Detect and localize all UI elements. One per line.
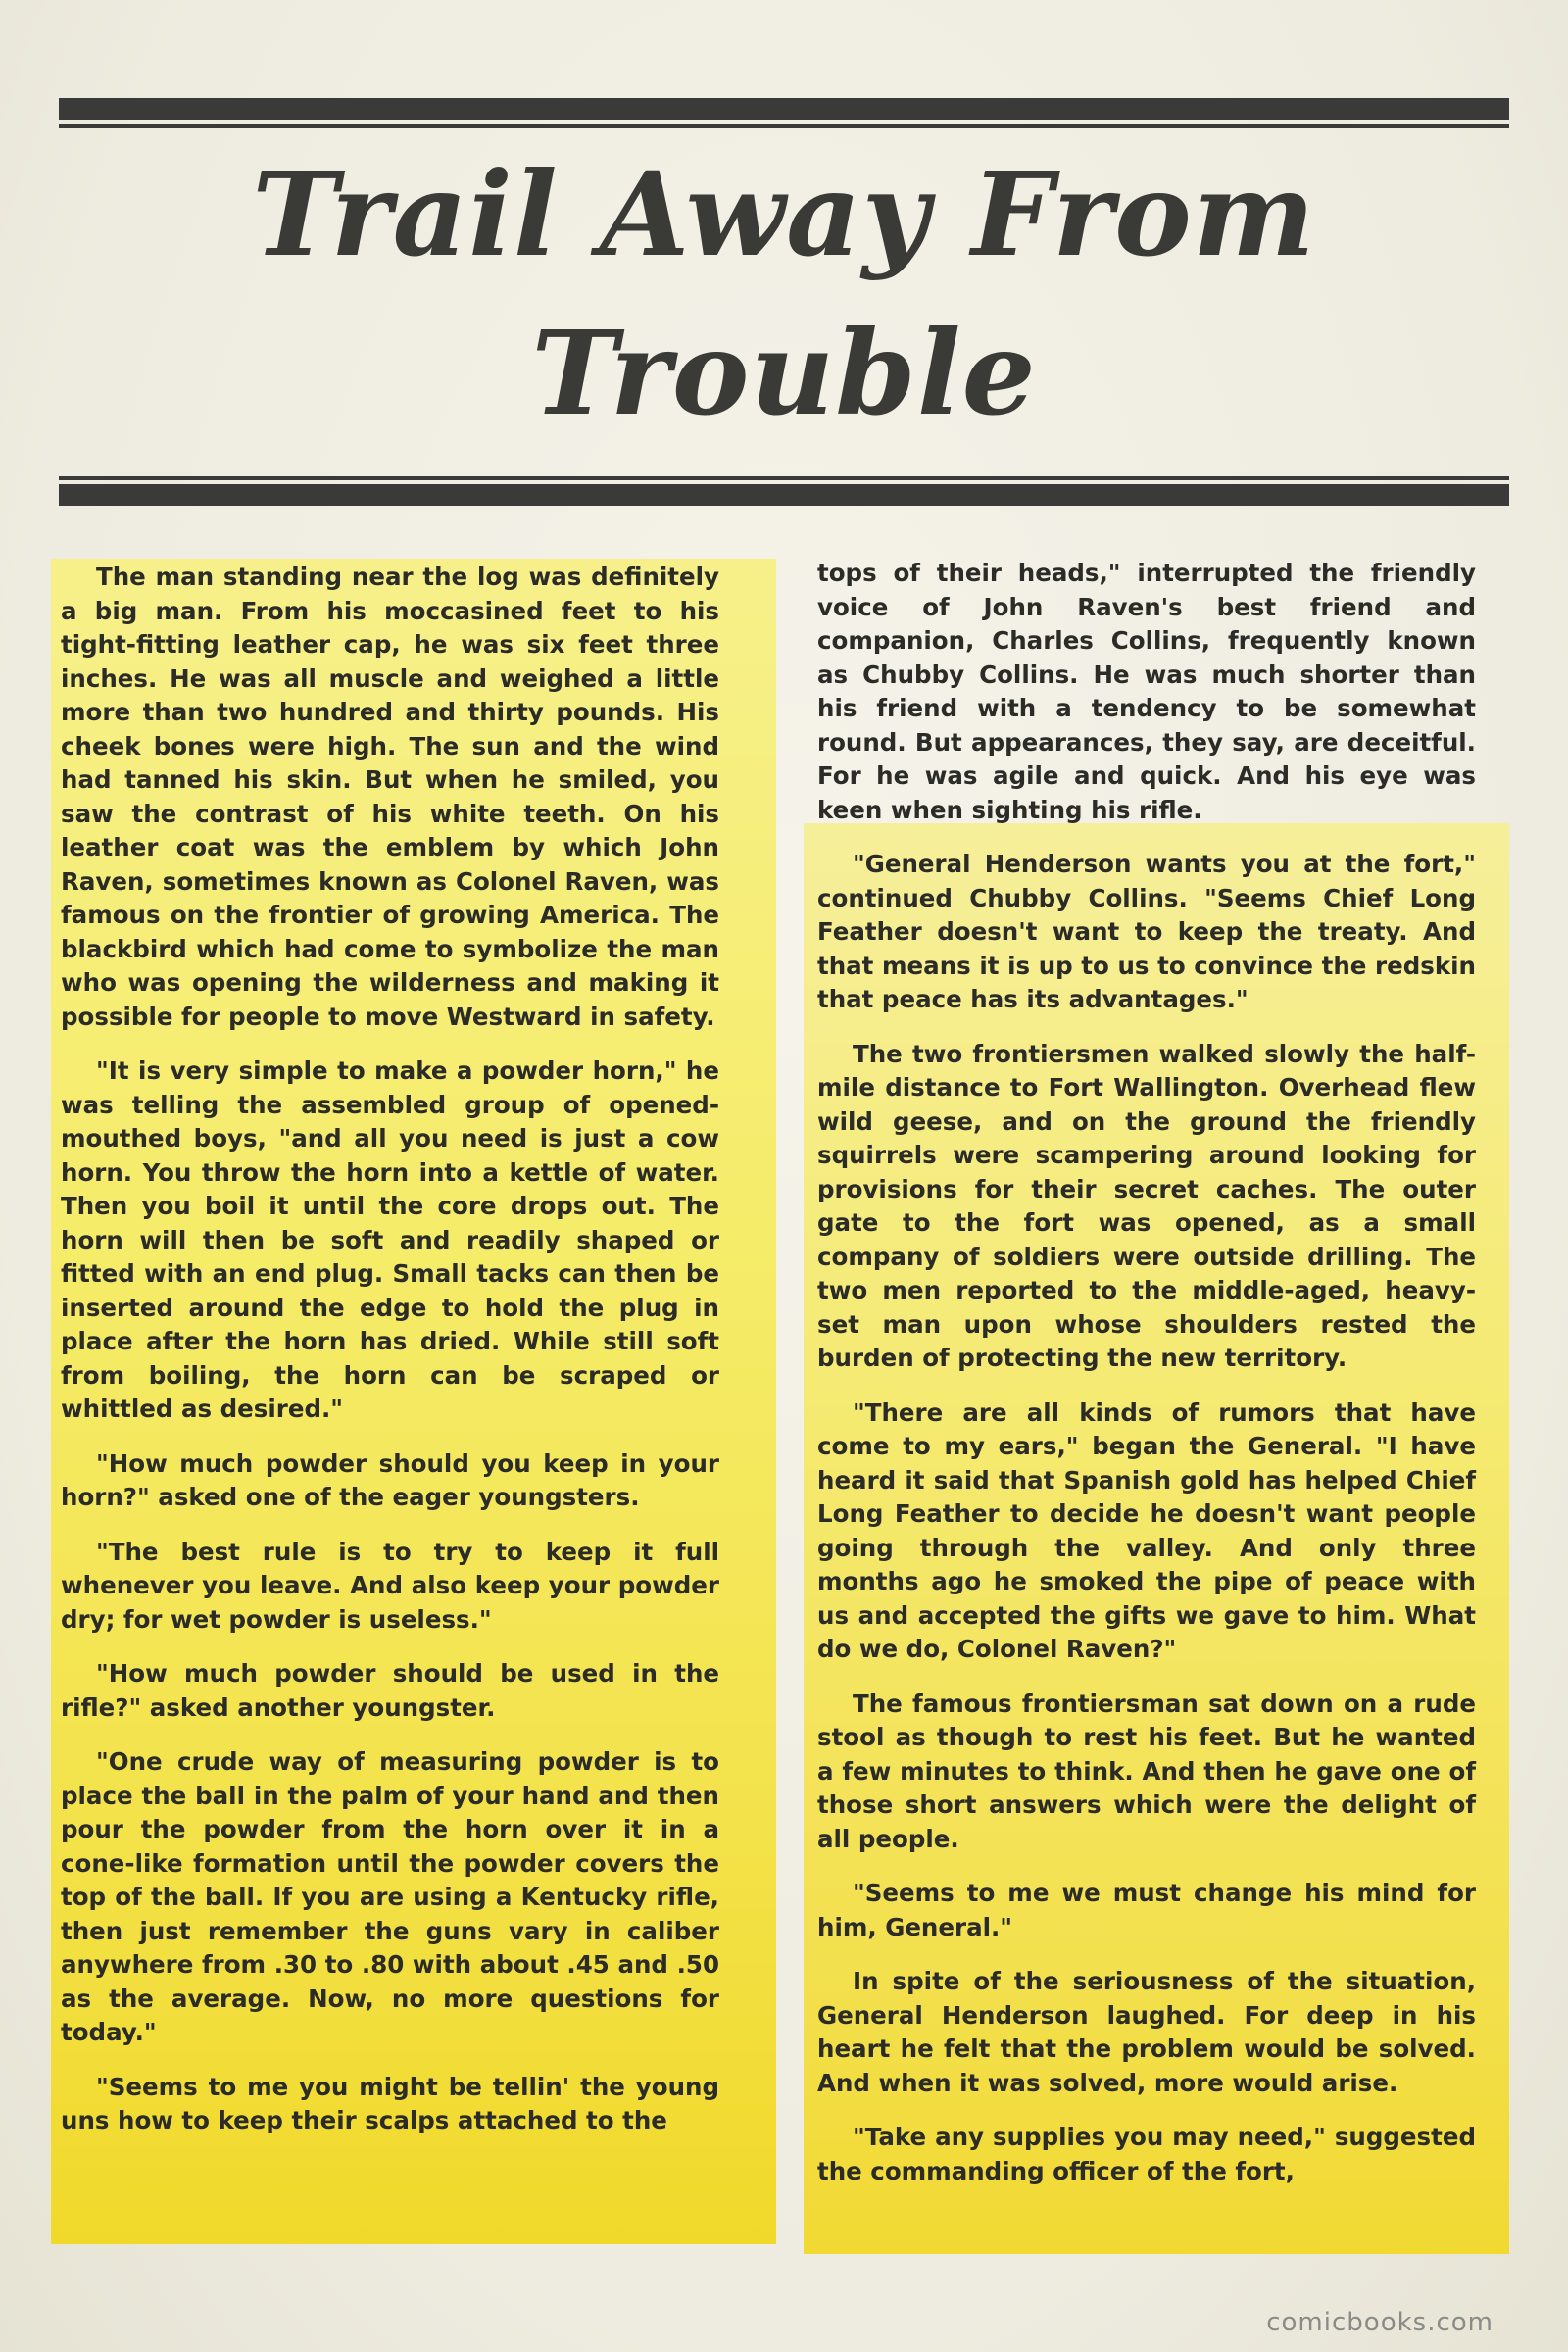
left-text-column <box>61 561 719 2138</box>
paragraph: "The best rule is to try to keep it full whenever you leave. And also keep your powder dry; for wet powder is useless." <box>61 1537 719 1634</box>
paragraph: The man standing near the log was definitely a big man. From his moccasined feet to his tight-fitting leather cap, he was six feet three inches. He was all muscle and weighed a little more than two hundred and thirty pounds. His cheek bones were high. The sun and the wind had tanned his skin. But when he smiled, you saw the contrast of his white teeth. On his leather coat was the emblem by which John Raven, sometimes known as Colonel Raven, was famous on the frontier of growing America. The blackbird which had come to symbolize the man who was opening the wilderness and making it possible for people to move Westward in safety. <box>61 563 719 1031</box>
bottom-rule-thin <box>59 476 1509 480</box>
paragraph: "General Henderson wants you at the fort," continued Chubby Collins. "Seems Chief Long Feather doesn't want to keep the treaty. And that means it is up to us to convince the redskin that peace has its advantages." <box>817 850 1476 1013</box>
paragraph: "One crude way of measuring powder is to place the ball in the palm of your hand and then pour the powder from the horn over it in a cone-like formation until the powder covers the top of the ball. If you are using a Kentucky rifle, then just remember the guns vary in caliber anywhere from .30 to .80 with about .45 and .50 as the average. Now, no more questions for today." <box>61 1747 719 2046</box>
paragraph: The famous frontiersman sat down on a rude stool as though to rest his feet. But he wanted a few minutes to think. And then he gave one of those short answers which were the delight of all people. <box>817 1689 1476 1853</box>
paragraph: tops of their heads," interrupted the friendly voice of John Raven's best friend and companion, Charles Collins, frequently known as Chubby Collins. He was much shorter than his friend with a tendency to be somewhat round. But appearances, they say, are deceitful. For he was agile and quick. And his eye was keen when sighting his rifle. <box>817 559 1476 824</box>
paragraph: "There are all kinds of rumors that have come to my ears," began the General. "I have heard it said that Spanish gold has helped Chief Long Feather to decide he doesn't want people going through the valley. And only three months ago he smoked the pipe of peace with us and accepted the gifts we gave to him. What do we do, Colonel Raven?" <box>817 1397 1476 1663</box>
bottom-rule-thick <box>59 484 1509 506</box>
site-watermark: comicbooks.com <box>1266 2308 1494 2337</box>
paragraph: "How much powder should you keep in your horn?" asked one of the eager youngsters. <box>61 1448 719 1511</box>
top-rule-thin <box>59 124 1509 128</box>
paragraph: "Seems to me you might be tellin' the young uns how to keep their scalps attached to the <box>61 2072 719 2134</box>
paragraph: "How much powder should be used in the rifle?" asked another youngster. <box>61 1659 719 1722</box>
story-title-line-2: Trouble <box>531 305 1037 441</box>
paragraph: "Take any supplies you may need," suggested the commanding officer of the fort, <box>817 2123 1476 2185</box>
paragraph: The two frontiersmen walked slowly the half-mile distance to Fort Wallington. Overhead flew wild geese, and on the ground the friendly squirrels were scampering around looking for provisions for their secret caches. The outer gate to the fort was opened, as a small company of soldiers were outside drilling. The two men reported to the middle-aged, heavy-set man upon whose shoulders rested the burden of protecting the new territory. <box>817 1039 1476 1372</box>
paragraph: "Seems to me we must change his mind for him, General." <box>817 1879 1476 1941</box>
paragraph: In spite of the seriousness of the situation, General Henderson laughed. For deep in his heart he felt that the problem would be solved. And when it was solved, more would arise. <box>817 1967 1476 2097</box>
right-text-column <box>817 557 1476 2188</box>
top-rule-thick <box>59 98 1509 120</box>
paragraph: "It is very simple to make a powder horn," he was telling the assembled group of opened-mouthed boys, "and all you need is just a cow horn. You throw the horn into a kettle of water. Then you boil it until the core drops out. The horn will then be soft and readily shaped or fitted with an end plug. Small tacks can then be inserted around the edge to hold the plug in place after the horn has dried. While still soft from boiling, the horn can be scraped or whittled as desired." <box>61 1056 719 1423</box>
story-title-line-1: Trail Away From <box>252 146 1316 282</box>
